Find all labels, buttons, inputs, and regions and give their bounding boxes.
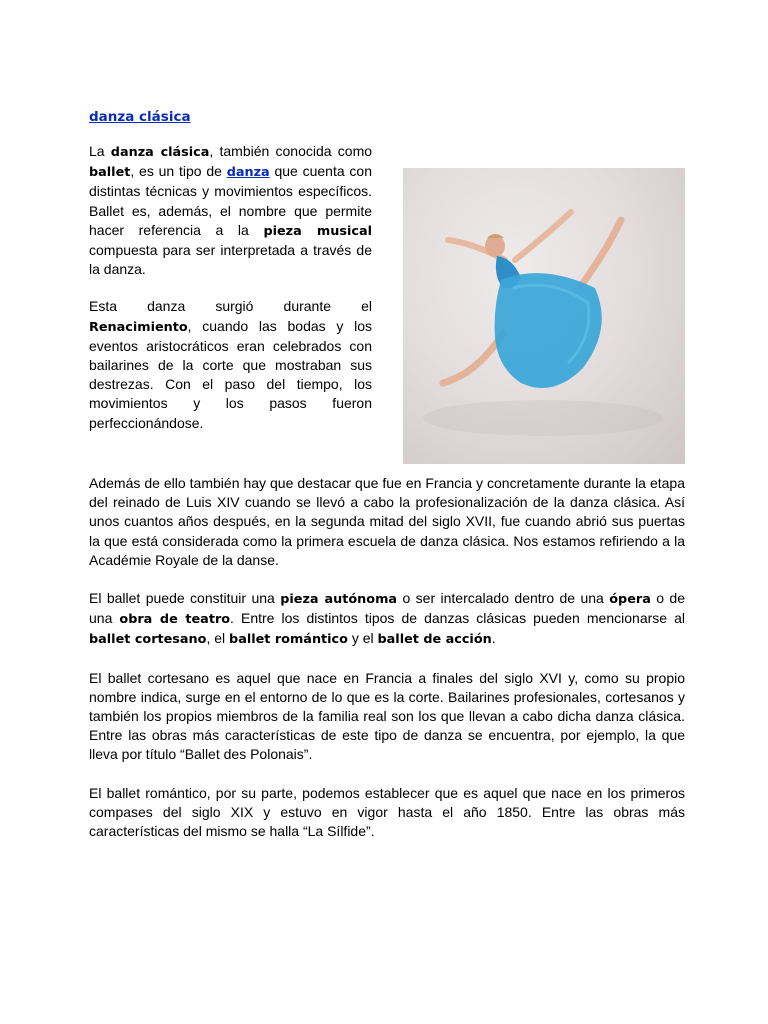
ballerina-figure (403, 168, 685, 464)
intro-text-column (89, 142, 372, 451)
heading-link[interactable]: danza clásica (89, 109, 191, 125)
paragraph-5: El ballet cortesano es aquel que nace en Francia a finales del siglo XVI y, como su propio nombre indica, surge en el entorno de lo que es la corte. Bailarines profesionales, cortesanos y también los propios miembros de la familia real son los que llevan a cabo dicha danza clásica. Entre las obras más características de este tipo de danza se encuentra, por ejemplo, la que lleva por título “Ballet des Polonais”. (89, 669, 685, 763)
intro-row (89, 142, 685, 464)
paragraph-4: El ballet puede constituir una pieza autónoma o ser intercalado dentro de una ópera o de una obra de teatro. Entre los distintos tipos de danzas clásicas pueden mencionarse al ballet cortesano, el ballet romántico y el ballet de acción. (89, 590, 685, 648)
ballerina-photo (403, 168, 685, 464)
danza-link[interactable]: danza (226, 165, 270, 181)
paragraph-3: Además de ello también hay que destacar que fue en Francia y concretamente durante la etapa del reinado de Luis XIV cuando se llevó a cabo la profesionalización de la danza clásica. Así unos cuantos años después, en la segunda mitad del siglo XVII, fue cuando abrió sus puertas la que está considerada como la primera escuela de danza clásica. Nos estamos refiriendo a la Académie Royale de la danse. (89, 475, 685, 568)
paragraph-1: La danza clásica, también conocida como ballet, es un tipo de danza que cuenta con distintas técnicas y movimientos específicos. Ballet es, además, el nombre que permite hacer referencia a la pieza musical compuesta para ser interpretada a través de la danza. (89, 143, 373, 278)
paragraph-6: El ballet romántico, por su parte, podemos establecer que es aquel que nace en los primeros compases del siglo XIX y estuvo en vigor hasta el año 1850. Entre las obras más características del mismo se halla “La Sílfide”. (89, 784, 685, 840)
paragraph-2: Esta danza surgió durante el Renacimiento, cuando las bodas y los eventos aristocráticos eran celebrados con bailarines de la corte que mostraban sus destrezas. Con el paso del tiempo, los movimientos y los pasos fueron perfeccionándose. (89, 298, 372, 431)
document-page (89, 108, 685, 860)
body-text (89, 474, 685, 841)
